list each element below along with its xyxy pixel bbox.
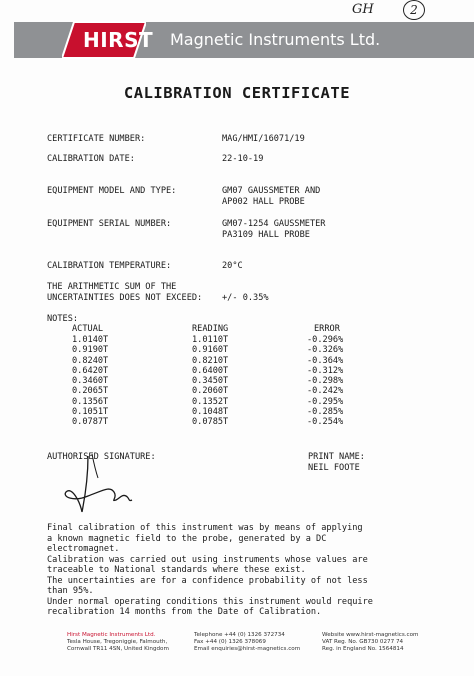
error-cell: -0.242% <box>307 386 344 397</box>
equipment-model-label: EQUIPMENT MODEL AND TYPE: <box>47 186 177 196</box>
actual-cell: 0.1051T <box>72 407 109 418</box>
actual-header: ACTUAL <box>72 324 104 334</box>
fax: Fax +44 (0) 1326 378069 <box>194 639 266 646</box>
vat-number: VAT Reg. No. GB730 0277 74 <box>322 639 404 646</box>
error-cell: -0.254% <box>307 417 344 428</box>
notes-line: The uncertainties are for a confidence probability of not less <box>47 575 368 586</box>
notes-line: recalibration 14 months from the Date of Calibration. <box>47 607 322 617</box>
certificate-title: CALIBRATION CERTIFICATE <box>123 84 351 102</box>
authorised-signature-label: AUTHORISED SIGNATURE: <box>47 452 156 462</box>
address-block <box>67 632 169 654</box>
notes-line: Under normal operating conditions this instrument would require <box>47 596 373 607</box>
error-cell: -0.326% <box>307 345 344 356</box>
error-cell: -0.295% <box>307 396 344 407</box>
actual-cell: 0.2065T <box>72 386 109 397</box>
company-name: Magnetic Instruments Ltd. <box>170 30 381 49</box>
print-name-value: NEIL FOOTE <box>308 463 360 473</box>
notes-line: a known magnetic field to the probe, generated by a DC <box>47 533 327 544</box>
notes-line: Calibration was carried out using instruments whose values are <box>47 554 368 565</box>
reading-cell: 0.9160T <box>192 345 229 356</box>
reading-header: READING <box>192 324 229 334</box>
calibration-notes-text <box>47 523 373 618</box>
address-company: Hirst Magnetic Instruments Ltd. <box>67 632 156 638</box>
arithmetic-sum-label-2: UNCERTAINTIES DOES NOT EXCEED: <box>47 293 203 303</box>
reading-cell: 0.8210T <box>192 355 229 366</box>
error-cell: -0.298% <box>307 376 344 387</box>
actual-cell: 0.8240T <box>72 355 109 366</box>
actual-cell: 0.0787T <box>72 417 109 428</box>
notes-line: electromagnet. <box>47 544 120 554</box>
notes-line: traceable to National standards where these exist. <box>47 565 306 575</box>
telephone: Telephone +44 (0) 1326 372734 <box>194 632 285 638</box>
registration-number: Reg. in England No. 1564814 <box>322 646 404 653</box>
website: Website www.hirst-magnetics.com <box>322 632 419 638</box>
address-line: Cornwall TR11 4SN, United Kingdom <box>67 646 169 653</box>
reading-cell: 0.6400T <box>192 365 229 376</box>
reading-cell: 0.1048T <box>192 407 229 418</box>
error-cell: -0.364% <box>307 355 344 366</box>
reading-cell: 1.0110T <box>192 335 229 345</box>
contact-block <box>194 632 300 654</box>
error-column <box>307 335 343 428</box>
calibration-date-label: CALIBRATION DATE: <box>47 154 135 164</box>
equipment-model-value-2: AP002 HALL PROBE <box>222 197 305 207</box>
handwritten-page-number: 2 <box>403 0 425 20</box>
print-name-label: PRINT NAME: <box>308 452 365 462</box>
certificate-number-value: MAG/HMI/16071/19 <box>222 134 305 144</box>
equipment-serial-label: EQUIPMENT SERIAL NUMBER: <box>47 219 172 229</box>
calibration-temperature-label: CALIBRATION TEMPERATURE: <box>47 261 172 271</box>
registration-block <box>322 632 418 654</box>
reading-cell: 0.3450T <box>192 376 229 387</box>
reading-cell: 0.1352T <box>192 396 229 407</box>
calibration-temperature-value: 20°C <box>222 261 243 271</box>
equipment-model-value-1: GM07 GAUSSMETER AND <box>222 186 321 196</box>
error-cell: -0.285% <box>307 407 344 418</box>
handwritten-signature <box>58 452 148 520</box>
equipment-serial-value-1: GM07-1254 GAUSSMETER <box>222 219 326 229</box>
logo-text: HIRST <box>83 28 154 52</box>
reading-cell: 0.2060T <box>192 386 229 397</box>
reading-column <box>192 335 228 428</box>
actual-cell: 0.3460T <box>72 376 109 387</box>
error-cell: -0.296% <box>307 335 344 345</box>
error-cell: -0.312% <box>307 365 344 376</box>
actual-cell: 0.6420T <box>72 365 109 376</box>
actual-cell: 0.9190T <box>72 345 109 356</box>
address-line: Tesla House, Tregoniggie, Falmouth, <box>67 639 168 646</box>
calibration-date-value: 22-10-19 <box>222 154 264 164</box>
error-header: ERROR <box>314 324 340 334</box>
notes-line: Final calibration of this instrument was by means of applying <box>47 523 363 533</box>
arithmetic-sum-value: +/- 0.35% <box>222 293 269 303</box>
actual-column <box>72 335 108 428</box>
handwritten-initials: GH <box>352 2 374 17</box>
certificate-number-label: CERTIFICATE NUMBER: <box>47 134 146 144</box>
actual-cell: 1.0140T <box>72 335 109 345</box>
equipment-serial-value-2: PA3109 HALL PROBE <box>222 230 310 240</box>
arithmetic-sum-label-1: THE ARITHMETIC SUM OF THE <box>47 282 177 292</box>
notes-line: than 95%. <box>47 586 94 596</box>
email: Email enquiries@hirst-magnetics.com <box>194 646 301 653</box>
actual-cell: 0.1356T <box>72 396 109 407</box>
reading-cell: 0.0785T <box>192 417 229 428</box>
notes-label: NOTES: <box>47 314 79 324</box>
